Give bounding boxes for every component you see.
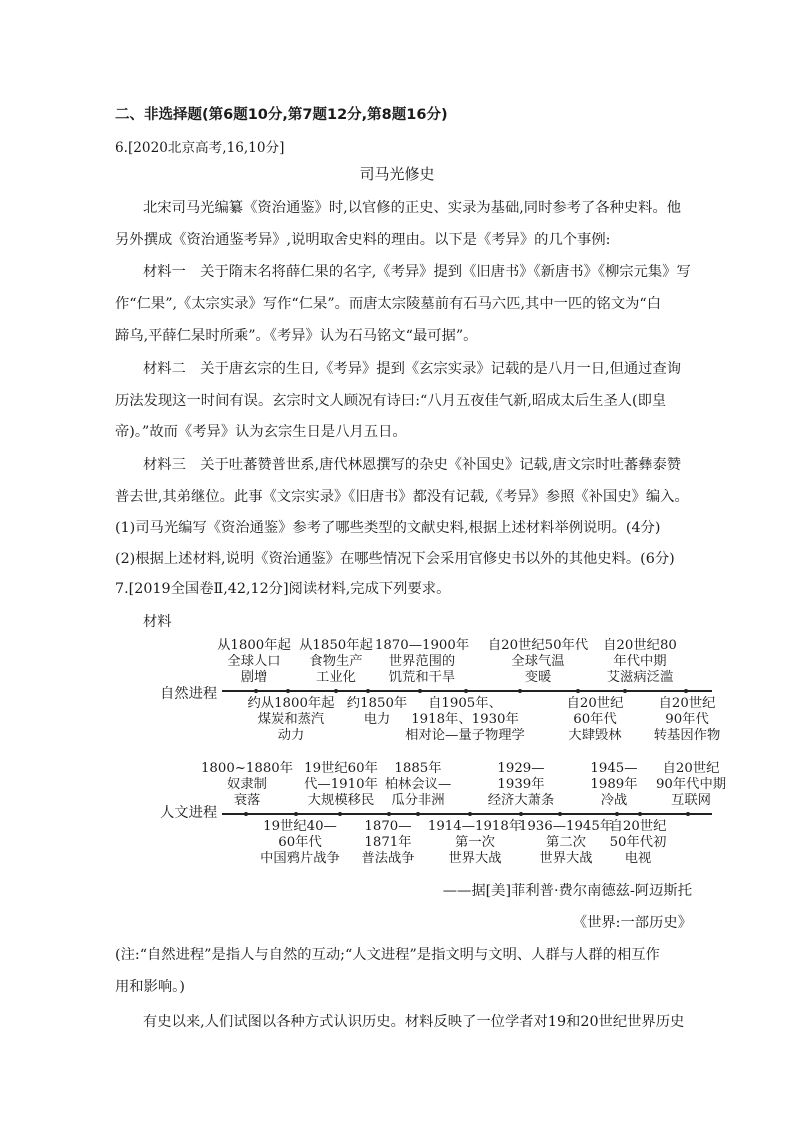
timeline-event-marker [294,812,298,816]
timeline-event-marker [576,689,580,693]
timeline-event-marker [518,689,522,693]
timeline-row-label-human: 人文进程 [160,805,218,821]
timeline-event-marker [686,812,690,816]
q6-material3-line1: 材料三 关于吐蕃赞普世系,唐代林恩撰写的杂史《补国史》记载,唐文宗时吐蕃彝泰赞 [143,457,682,473]
q6-material1-line3: 蹄乌,平薛仁杲时所乘”。《考异》认为石马铭文“最可据”。 [115,328,478,344]
q7-note-line2: 用和影响。) [115,979,185,995]
q6-title: 司马光修史 [359,165,435,183]
timeline-event-label: 自20世纪 90年代中期 互联网 [655,761,727,808]
q6-material3-line2: 普去世,其弟继位。此事《文宗实录》《旧唐书》都没有记载,《考异》参照《补国史》编入。 [115,489,689,505]
timeline-event-label: 1800~1880年 奴隶制 衰落 [200,761,294,808]
timeline-event-label: 自20世纪 60年代 大肆毁林 [566,696,624,743]
timeline-event-label: 从1850年起 食物生产 工业化 [299,638,373,685]
timeline-event-label: 自1905年、 1918年、1930年 相对论—量子物理学 [405,696,525,743]
q7-header: 7.[2019全国卷Ⅱ,42,12分]阅读材料,完成下列要求。 [115,581,451,597]
timeline-event-label: 19世纪40— 60年代 中国鸦片战争 [260,819,340,866]
q6-subquestion-1: (1)司马光编写《资治通鉴》参考了哪些类型的文献史料,根据上述材料举例说明。(4分) [115,520,661,536]
timeline-event-label: 1936—1945年 第二次 世界大战 [518,819,614,866]
timeline-event-marker [418,689,422,693]
timeline-event-label: 19世纪60年 代—1910年 大规模移民 [304,761,378,808]
timeline-event-label: 自20世纪80 年代中期 艾滋病泛滥 [603,638,677,685]
q6-material2-line1: 材料二 关于唐玄宗的生日,《考异》提到《玄宗实录》记载的是八月一日,但通过查询 [143,361,682,377]
timeline-event-marker [623,689,627,693]
timeline-event-label: 1870— 1871年 普法战争 [361,819,415,866]
timeline-event-label: 自20世纪 50年代初 电视 [609,819,667,866]
timeline-event-marker [334,689,338,693]
q6-material2-line3: 帝)。”故而《考异》认为玄宗生日是八月五日。 [115,424,407,440]
q6-intro-line1: 北宋司马光编纂《资治通鉴》时,以官修的正史、实录为基础,同时参考了各种史料。他 [143,200,682,216]
timeline-event-label: 约1850年 电力 [346,696,408,727]
timeline-event-label: 1870—1900年 世界范围的 饥荒和干旱 [374,638,470,685]
timeline-event-label: 1929— 1939年 经济大萧条 [487,761,555,808]
timeline-event-marker [416,812,420,816]
timeline-event-label: 自20世纪50年代 全球气温 变暖 [487,638,589,685]
timeline-event-marker [519,812,523,816]
timeline-event-marker [366,689,370,693]
timeline-event-label: 约从1800年起 煤炭和蒸汽 动力 [247,696,335,743]
timeline-event-label: 1945— 1989年 冷战 [590,761,638,808]
citation-book: 《世界:一部历史》 [572,915,692,931]
timeline-event-marker [615,812,619,816]
timeline-row-label-nature: 自然进程 [160,686,218,702]
timeline-event-label: 1885年 柏林会议— 瓜分非洲 [384,761,452,808]
q7-note-line1: (注:“自然进程”是指人与自然的互动;“人文进程”是指文明与文明、人群与人群的相互作 [115,947,660,963]
timeline-event-label: 自20世纪 90年代 转基因作物 [653,696,721,743]
timeline-event-marker [286,689,290,693]
timeline-event-marker [638,812,642,816]
q6-subquestion-2: (2)根据上述材料,说明《资治通鉴》在哪些情况下会采用官修史书以外的其他史料。(6分) [115,551,675,567]
timeline-event-label: 从1800年起 全球人口 剧增 [217,638,291,685]
q7-material-label: 材料 [143,614,172,630]
timeline-event-marker [558,812,562,816]
q7-final-line: 有史以来,人们试图以各种方式认识历史。材料反映了一位学者对19和20世纪世界历史 [143,1014,685,1030]
timeline-event-marker [468,812,472,816]
timeline-event-marker [338,812,342,816]
timeline-event-marker [244,812,248,816]
q6-material2-line2: 历法发现这一时间有误。玄宗时文人顾况有诗曰:“八月五夜佳气新,昭成太后生圣人(即皇 [115,393,667,409]
q6-material1-line2: 作“仁果”,《太宗实录》写作“仁杲”。而唐太宗陵墓前有石马六匹,其中一匹的铭文为“白 [115,296,662,312]
timeline-event-marker [464,689,468,693]
q6-intro-line2: 另外撰成《资治通鉴考异》,说明取舍史料的理由。以下是《考异》的几个事例: [115,232,611,248]
timeline-event-marker [684,689,688,693]
q6-source: 6.[2020北京高考,16,10分] [115,140,285,156]
timeline-axis-nature [222,690,712,692]
citation-author: ——据[美]菲利普·费尔南德兹-阿迈斯托 [442,883,692,899]
section-title: 二、非选择题(第6题10分,第7题12分,第8题16分) [115,107,448,123]
timeline-event-marker [387,812,391,816]
q6-material1-line1: 材料一 关于隋末名将薛仁果的名字,《考异》提到《旧唐书》《新唐书》《柳宗元集》写 [143,264,691,280]
timeline-event-marker [254,689,258,693]
timeline-axis-human [222,813,712,815]
timeline-event-label: 1914—1918年 第一次 世界大战 [427,819,523,866]
